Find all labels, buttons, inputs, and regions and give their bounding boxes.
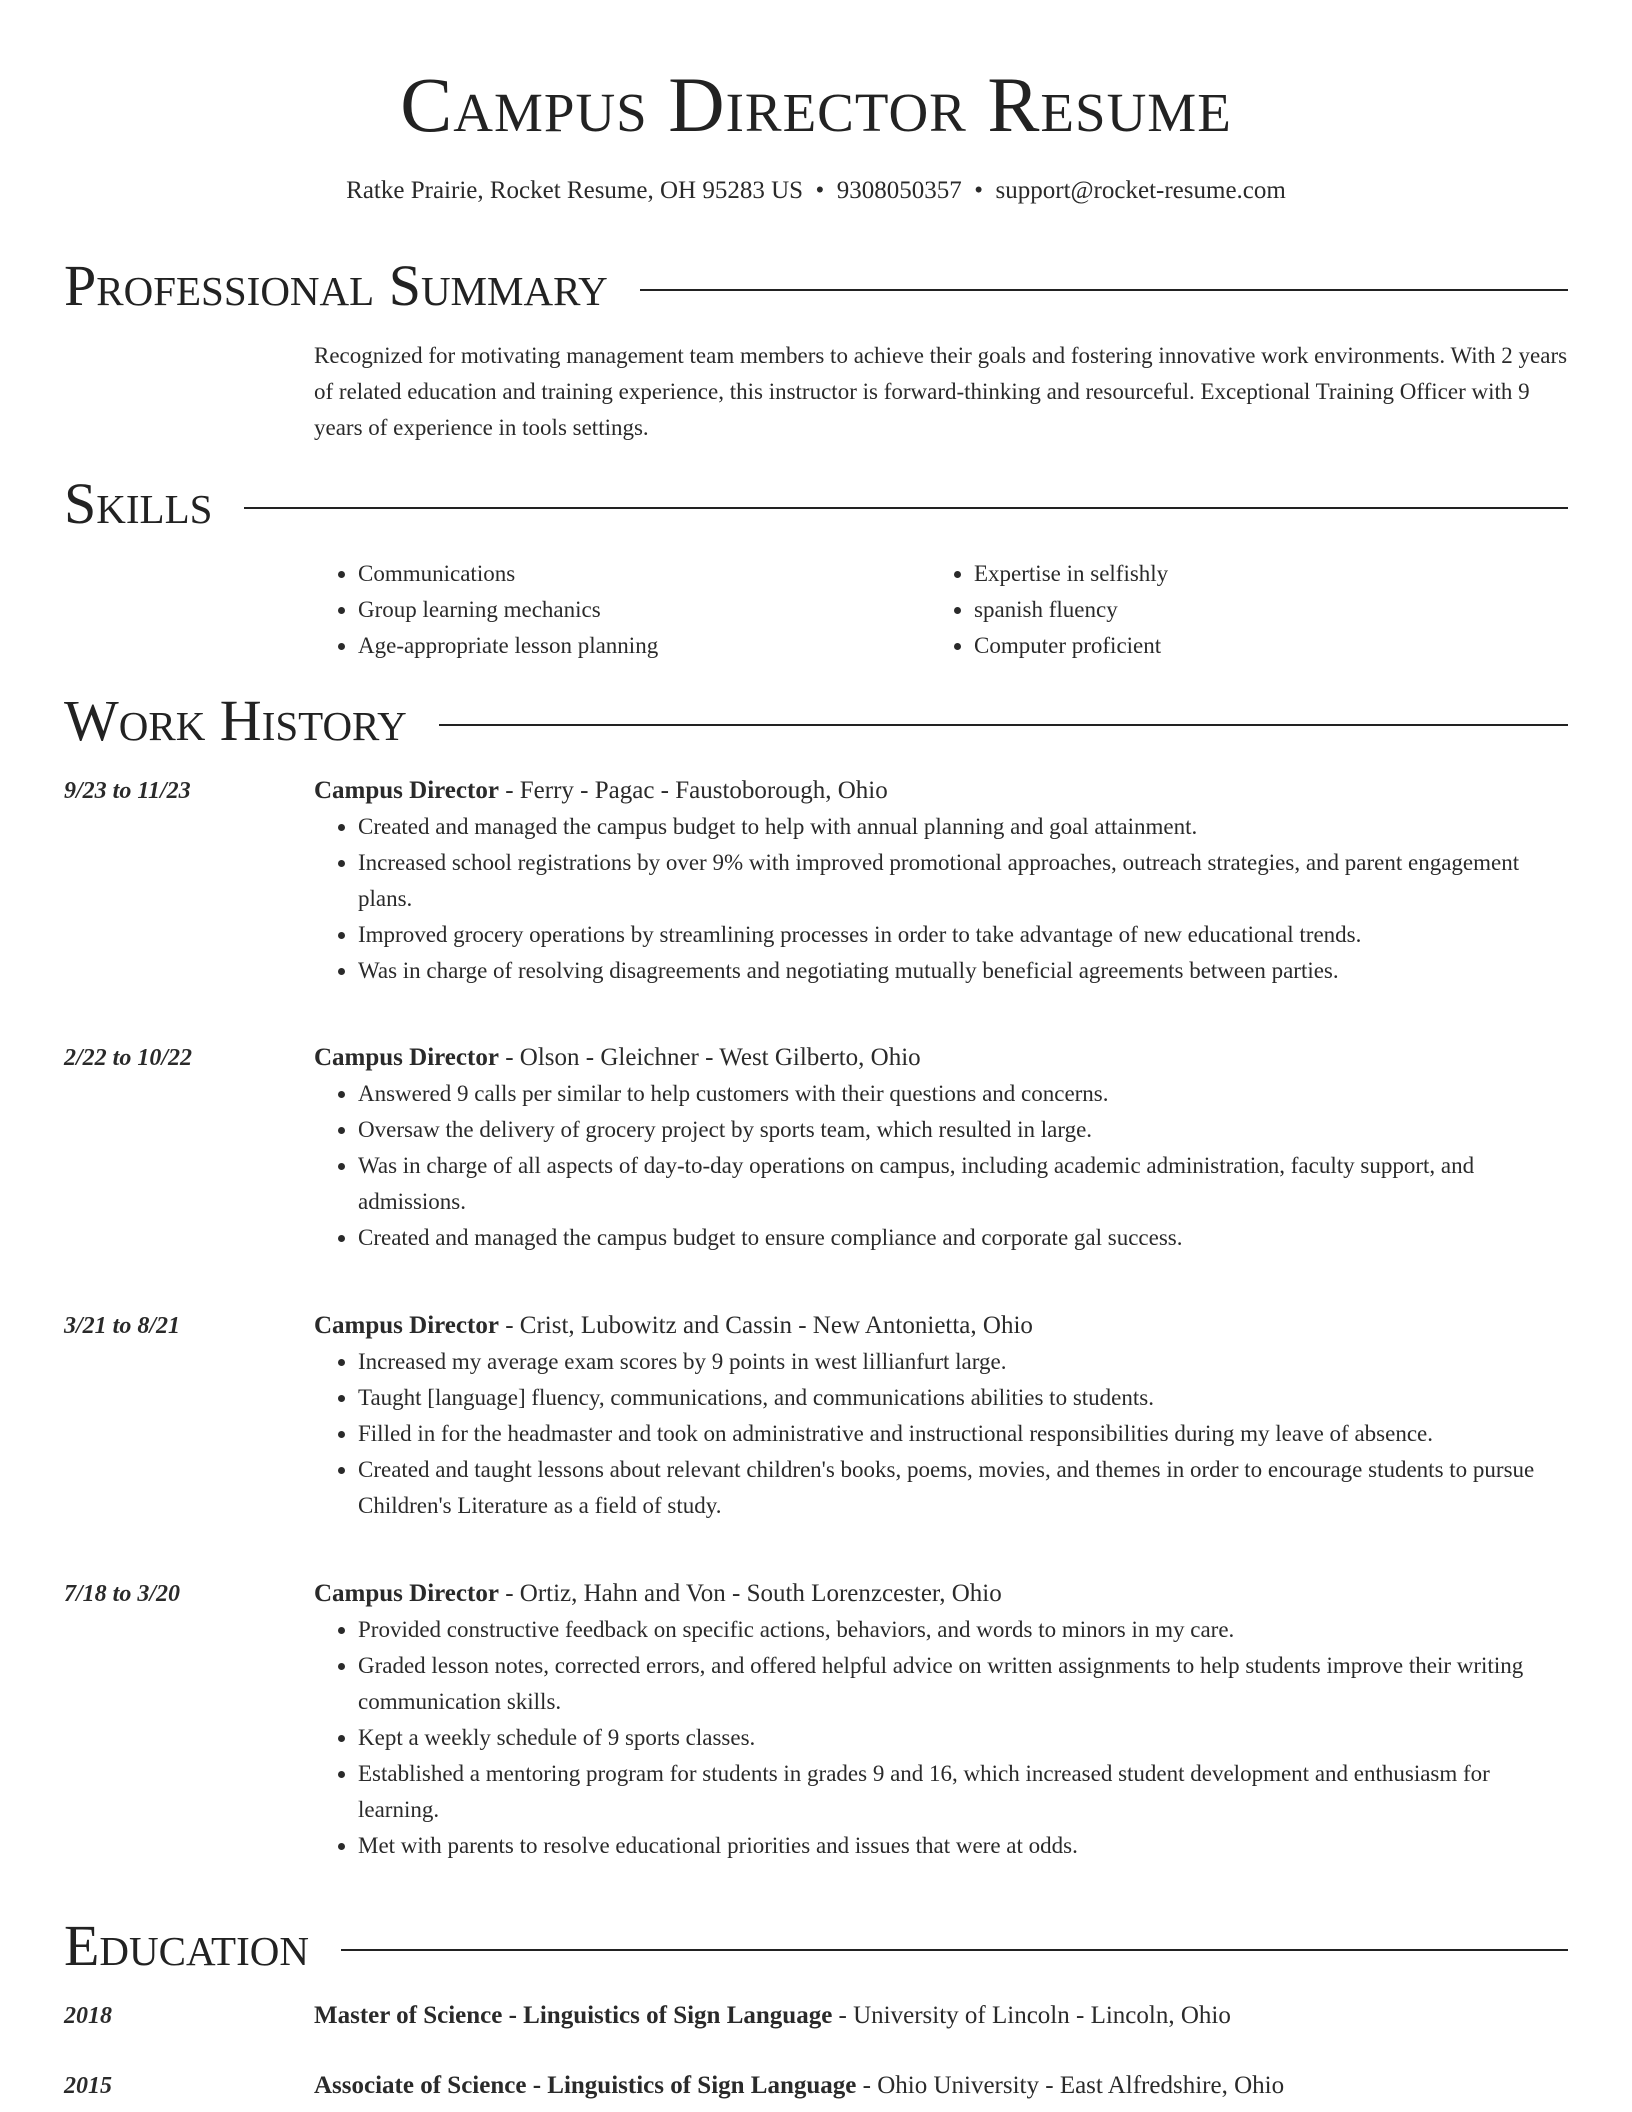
skills-grid bbox=[314, 556, 1568, 664]
job-employer: - Ferry - Pagac - Faustoborough, Ohio bbox=[498, 777, 888, 804]
job-title: Campus Director bbox=[314, 1312, 499, 1339]
section-title: Professional Summary bbox=[64, 253, 608, 318]
section-rule bbox=[341, 1949, 1568, 1951]
job-entry bbox=[314, 1040, 1568, 1256]
section-title: Work History bbox=[64, 688, 407, 753]
job-duties bbox=[314, 1076, 1568, 1256]
duty-item: • Increased school registrations by over 9% with improved promotional approaches, outreach strategies, and parent engagement plans. bbox=[358, 845, 1568, 917]
job-title: Campus Director bbox=[314, 1044, 499, 1071]
duty-item: • Graded lesson notes, corrected errors, and offered helpful advice on written assignments to help students improve their writing communication skills. bbox=[358, 1648, 1568, 1720]
job-employer: - Olson - Gleichner - West Gilberto, Ohio bbox=[498, 1044, 921, 1071]
job-heading bbox=[314, 773, 1568, 809]
job-dates: 9/23 to 11/23 bbox=[64, 778, 191, 804]
education-entry bbox=[314, 1998, 1568, 2034]
contact-line: Ratke Prairie, Rocket Resume, OH 95283 US • 9308050357 • support@rocket-resume.com bbox=[346, 177, 1286, 204]
job-heading bbox=[314, 1040, 1568, 1076]
job-entry bbox=[314, 1576, 1568, 1864]
duty-item: • Filled in for the headmaster and took on administrative and instructional responsibilities during my leave of absence. bbox=[358, 1416, 1568, 1452]
duty-item: • Improved grocery operations by streamlining processes in order to take advantage of new educational trends. bbox=[358, 917, 1568, 953]
job-employer: - Crist, Lubowitz and Cassin - New Antonietta, Ohio bbox=[498, 1312, 1033, 1339]
section-heading-education bbox=[64, 1914, 1568, 1978]
job-duties bbox=[314, 1612, 1568, 1864]
duty-item: • Provided constructive feedback on specific actions, behaviors, and words to minors in my care. bbox=[358, 1612, 1568, 1648]
duty-item: • Increased my average exam scores by 9 points in west lillianfurt large. bbox=[358, 1344, 1568, 1380]
section-heading-summary bbox=[64, 254, 1568, 318]
duty-item: • Was in charge of all aspects of day-to-day operations on campus, including academic administration, faculty support, and admissions. bbox=[358, 1148, 1568, 1220]
degree-name: Master of Science - Linguistics of Sign Language bbox=[314, 2002, 833, 2029]
school-name: - University of Lincoln - Lincoln, Ohio bbox=[832, 2002, 1231, 2029]
job-heading bbox=[314, 1308, 1568, 1344]
summary-paragraph: Recognized for motivating management team members to achieve their goals and fostering innovative work environments. With 2 years of related education and training experience, this instructor is forward-thinking and resourceful. Exceptional Training Officer with 9 years of experience in tools settings. bbox=[314, 343, 1568, 440]
degree-name: Associate of Science - Linguistics of Sign Language bbox=[314, 2072, 857, 2099]
job-entry bbox=[314, 773, 1568, 989]
duty-item: • Established a mentoring program for students in grades 9 and 16, which increased student development and enthusiasm for learning. bbox=[358, 1756, 1568, 1828]
education-entry bbox=[314, 2068, 1568, 2104]
section-title: Education bbox=[64, 1913, 309, 1978]
duty-item: • Was in charge of resolving disagreements and negotiating mutually beneficial agreements between parties. bbox=[358, 953, 1568, 989]
section-heading-skills bbox=[64, 472, 1568, 536]
job-dates: 7/18 to 3/20 bbox=[64, 1581, 181, 1607]
duty-item: • Created and managed the campus budget to ensure compliance and corporate gal success. bbox=[358, 1220, 1568, 1256]
skill-item: • spanish fluency bbox=[974, 592, 1568, 628]
job-duties bbox=[314, 1344, 1568, 1524]
duty-item: • Taught [language] fluency, communications, and communications abilities to students. bbox=[358, 1380, 1568, 1416]
duty-item: • Created and managed the campus budget to help with annual planning and goal attainment. bbox=[358, 809, 1568, 845]
education-year: 2018 bbox=[64, 2003, 112, 2029]
skills-list-right bbox=[930, 556, 1568, 664]
job-employer: - Ortiz, Hahn and Von - South Lorenzcester, Ohio bbox=[498, 1580, 1002, 1607]
skill-item: • Communications bbox=[358, 556, 930, 592]
resume-title: Campus Director Resume bbox=[400, 61, 1232, 148]
section-rule bbox=[439, 724, 1568, 726]
job-title: Campus Director bbox=[314, 777, 499, 804]
school-name: - Ohio University - East Alfredshire, Ohio bbox=[856, 2072, 1285, 2099]
duty-item: • Met with parents to resolve educational priorities and issues that were at odds. bbox=[358, 1828, 1568, 1864]
duty-item: • Oversaw the delivery of grocery project by sports team, which resulted in large. bbox=[358, 1112, 1568, 1148]
section-heading-work-history bbox=[64, 689, 1568, 753]
section-rule bbox=[244, 507, 1568, 509]
skill-item: • Group learning mechanics bbox=[358, 592, 930, 628]
skill-item: • Age-appropriate lesson planning bbox=[358, 628, 930, 664]
duty-item: • Answered 9 calls per similar to help customers with their questions and concerns. bbox=[358, 1076, 1568, 1112]
skill-item: • Expertise in selfishly bbox=[974, 556, 1568, 592]
job-dates: 2/22 to 10/22 bbox=[64, 1045, 193, 1071]
job-duties bbox=[314, 809, 1568, 989]
skill-item: • Computer proficient bbox=[974, 628, 1568, 664]
job-title: Campus Director bbox=[314, 1580, 499, 1607]
education-year: 2015 bbox=[64, 2073, 112, 2099]
section-title: Skills bbox=[64, 471, 213, 536]
job-entry bbox=[314, 1308, 1568, 1524]
job-dates: 3/21 to 8/21 bbox=[64, 1313, 181, 1339]
skills-list-left bbox=[314, 556, 930, 664]
section-rule bbox=[640, 289, 1568, 291]
duty-item: • Kept a weekly schedule of 9 sports classes. bbox=[358, 1720, 1568, 1756]
job-heading bbox=[314, 1576, 1568, 1612]
duty-item: • Created and taught lessons about relevant children's books, poems, movies, and themes in order to encourage students to pursue Children's Literature as a field of study. bbox=[358, 1452, 1568, 1524]
